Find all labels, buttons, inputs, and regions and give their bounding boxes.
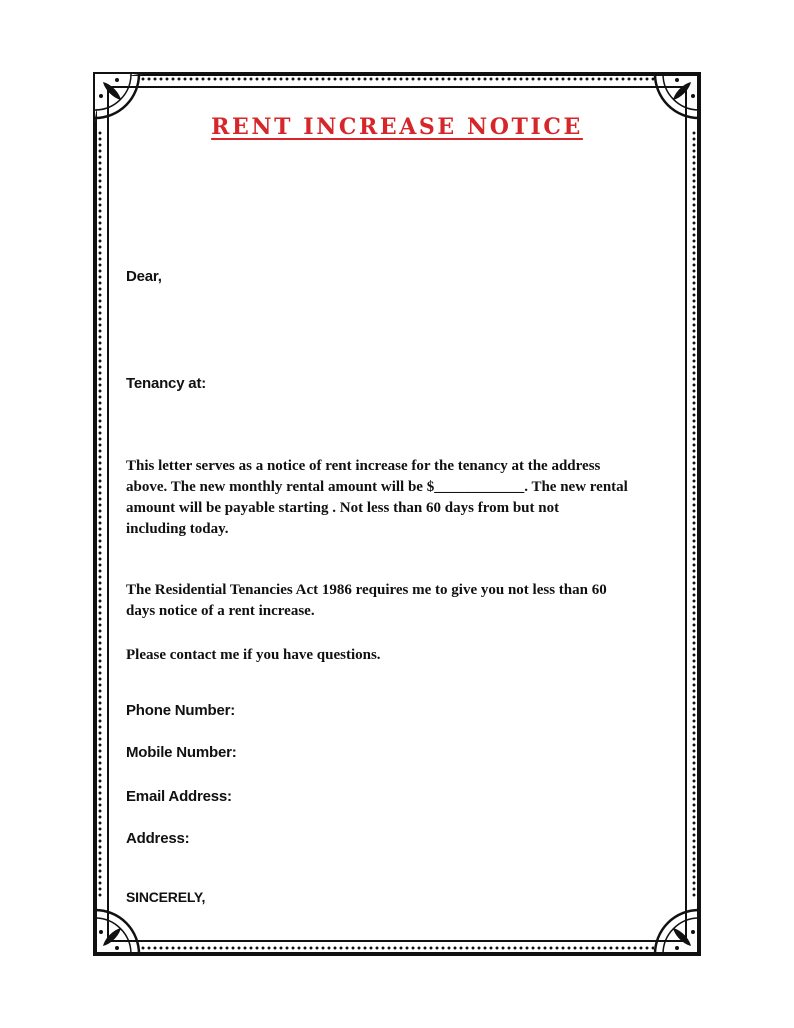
- closing: SINCERELY,: [126, 889, 206, 905]
- dotted-border-right: [692, 130, 696, 898]
- legal-paragraph: [126, 580, 686, 622]
- email-label: Email Address:: [126, 788, 232, 805]
- notice-line: above. The new monthly rental amount will be $____________. The new rental: [126, 479, 628, 495]
- address-label: Address:: [126, 830, 190, 847]
- dotted-border-left: [98, 130, 102, 898]
- notice-line: This letter serves as a notice of rent increase for the tenancy at the address: [126, 458, 601, 474]
- mobile-label: Mobile Number:: [126, 744, 237, 761]
- greeting: Dear,: [126, 268, 162, 285]
- legal-line: The Residential Tenancies Act 1986 requires me to give you not less than 60: [126, 582, 607, 598]
- tenancy-label: Tenancy at:: [126, 375, 207, 392]
- page-title: RENT INCREASE NOTICE: [211, 114, 583, 140]
- legal-line: days notice of a rent increase.: [126, 603, 315, 619]
- phone-label: Phone Number:: [126, 702, 236, 719]
- corner-ornament-icon: [651, 906, 699, 954]
- dotted-border-bottom: [140, 946, 654, 950]
- notice-paragraph: [126, 456, 686, 540]
- contact-request: Please contact me if you have questions.: [126, 647, 381, 663]
- corner-ornament-icon: [95, 906, 143, 954]
- notice-line: including today.: [126, 521, 229, 537]
- notice-line: amount will be payable starting . Not less than 60 days from but not: [126, 500, 560, 516]
- dotted-border-top: [140, 77, 654, 81]
